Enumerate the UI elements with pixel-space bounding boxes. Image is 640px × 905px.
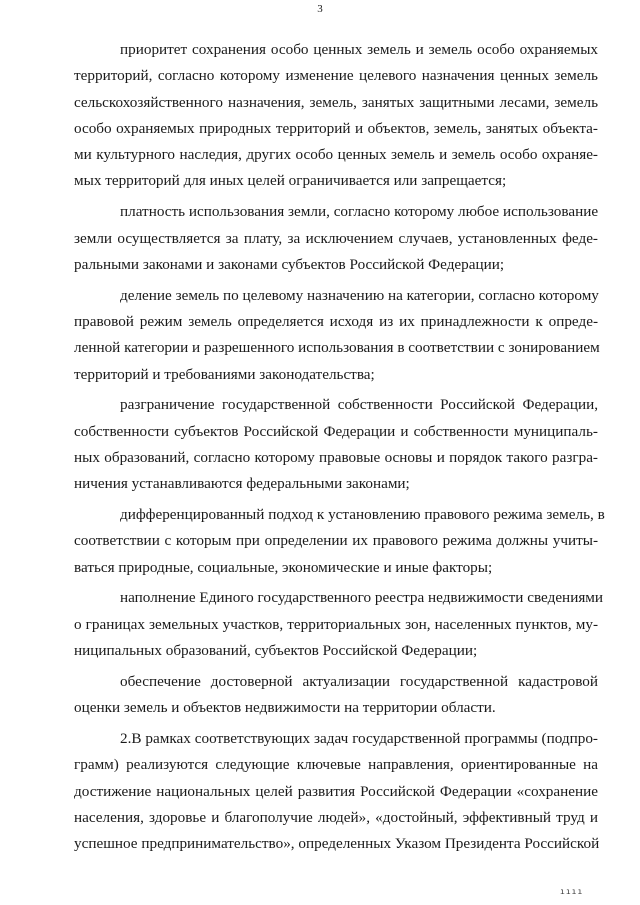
paragraph-line: населения, здоровье и благополучие людей», «достойный, эффективный труд и (74, 808, 598, 826)
paragraph-line: земли осуществляется за плату, за исключением случаев, установленных феде- (74, 229, 598, 247)
paragraph (74, 502, 605, 581)
paragraph-line: территорий, согласно которому изменение целевого назначения ценных земель (74, 67, 598, 85)
paragraph (74, 726, 598, 857)
paragraph-line: ленной категории и разрешенного использования в соответствии с зонированием (74, 339, 600, 357)
paragraph-line: грамм) реализуются следующие ключевые направления, ориентированные на (74, 756, 598, 774)
paragraph-line: ных образований, согласно которому правовые основы и порядок такого разгра- (74, 448, 598, 466)
paragraph-line: правовой режим земель определяется исходя из их принадлежности к опреде- (74, 312, 598, 330)
paragraph-line: достижение национальных целей развития Российской Федерации «сохранение (74, 782, 598, 800)
paragraph-line: о границах земельных участков, территориальных зон, населенных пунктов, му- (74, 615, 598, 633)
paragraph (74, 199, 598, 278)
page-number: 3 (317, 3, 323, 15)
paragraph-line: мых территорий для иных целей ограничивается или запрещается; (74, 172, 507, 190)
paragraph-line: сельскохозяйственного назначения, земель, занятых защитными лесами, земель (74, 93, 598, 111)
paragraph-line: ваться природные, социальные, экономические и иные факторы; (74, 558, 493, 576)
paragraph-line: территорий и требованиями законодательства; (74, 365, 375, 383)
paragraph-line: приоритет сохранения особо ценных земель и земель особо охраняемых (120, 41, 598, 58)
paragraph-line: ральными законами и законами субъектов Российской Федерации; (74, 255, 505, 273)
paragraph-line: особо охраняемых природных территорий и объектов, земель, занятых объекта- (74, 119, 598, 137)
paragraph-line: ничения устанавливаются федеральными законами; (74, 475, 410, 493)
paragraph-line: ми культурного наследия, других особо ценных земель и земель особо охраняе- (74, 146, 598, 164)
paragraph-line: наполнение Единого государственного реестра недвижимости сведениями (120, 589, 604, 607)
paragraph-line: соответствии с которым при определении их правового режима должны учиты- (74, 532, 598, 550)
paragraph-line: обеспечение достоверной актуализации государственной кадастровой (120, 672, 598, 690)
document-body (74, 37, 605, 857)
paragraph-line: успешное предпринимательство», определенных Указом Президента Российской (74, 835, 600, 853)
paragraph (74, 37, 598, 195)
paragraph-line: собственности субъектов Российской Федерации и собственности муниципаль- (74, 422, 598, 440)
paragraph (74, 392, 598, 497)
paragraph-line: 2.В рамках соответствующих задач государственной программы (подпро- (120, 729, 598, 747)
paragraph (74, 585, 604, 664)
footer-marks: ıııı (560, 887, 584, 896)
paragraph-line: оценки земель и объектов недвижимости на территории области. (74, 699, 496, 717)
paragraph (74, 669, 598, 722)
paragraph-line: дифференцированный подход к установлению правового режима земель, в (120, 506, 605, 524)
paragraph-line: разграничение государственной собственности Российской Федерации, (120, 396, 598, 414)
paragraph-line: ниципальных образований, субъектов Российской Федерации; (74, 642, 478, 660)
paragraph-line: деление земель по целевому назначению на категории, согласно которому (120, 286, 599, 304)
paragraph-line: платность использования земли, согласно которому любое использование (120, 203, 599, 221)
paragraph (74, 283, 598, 388)
